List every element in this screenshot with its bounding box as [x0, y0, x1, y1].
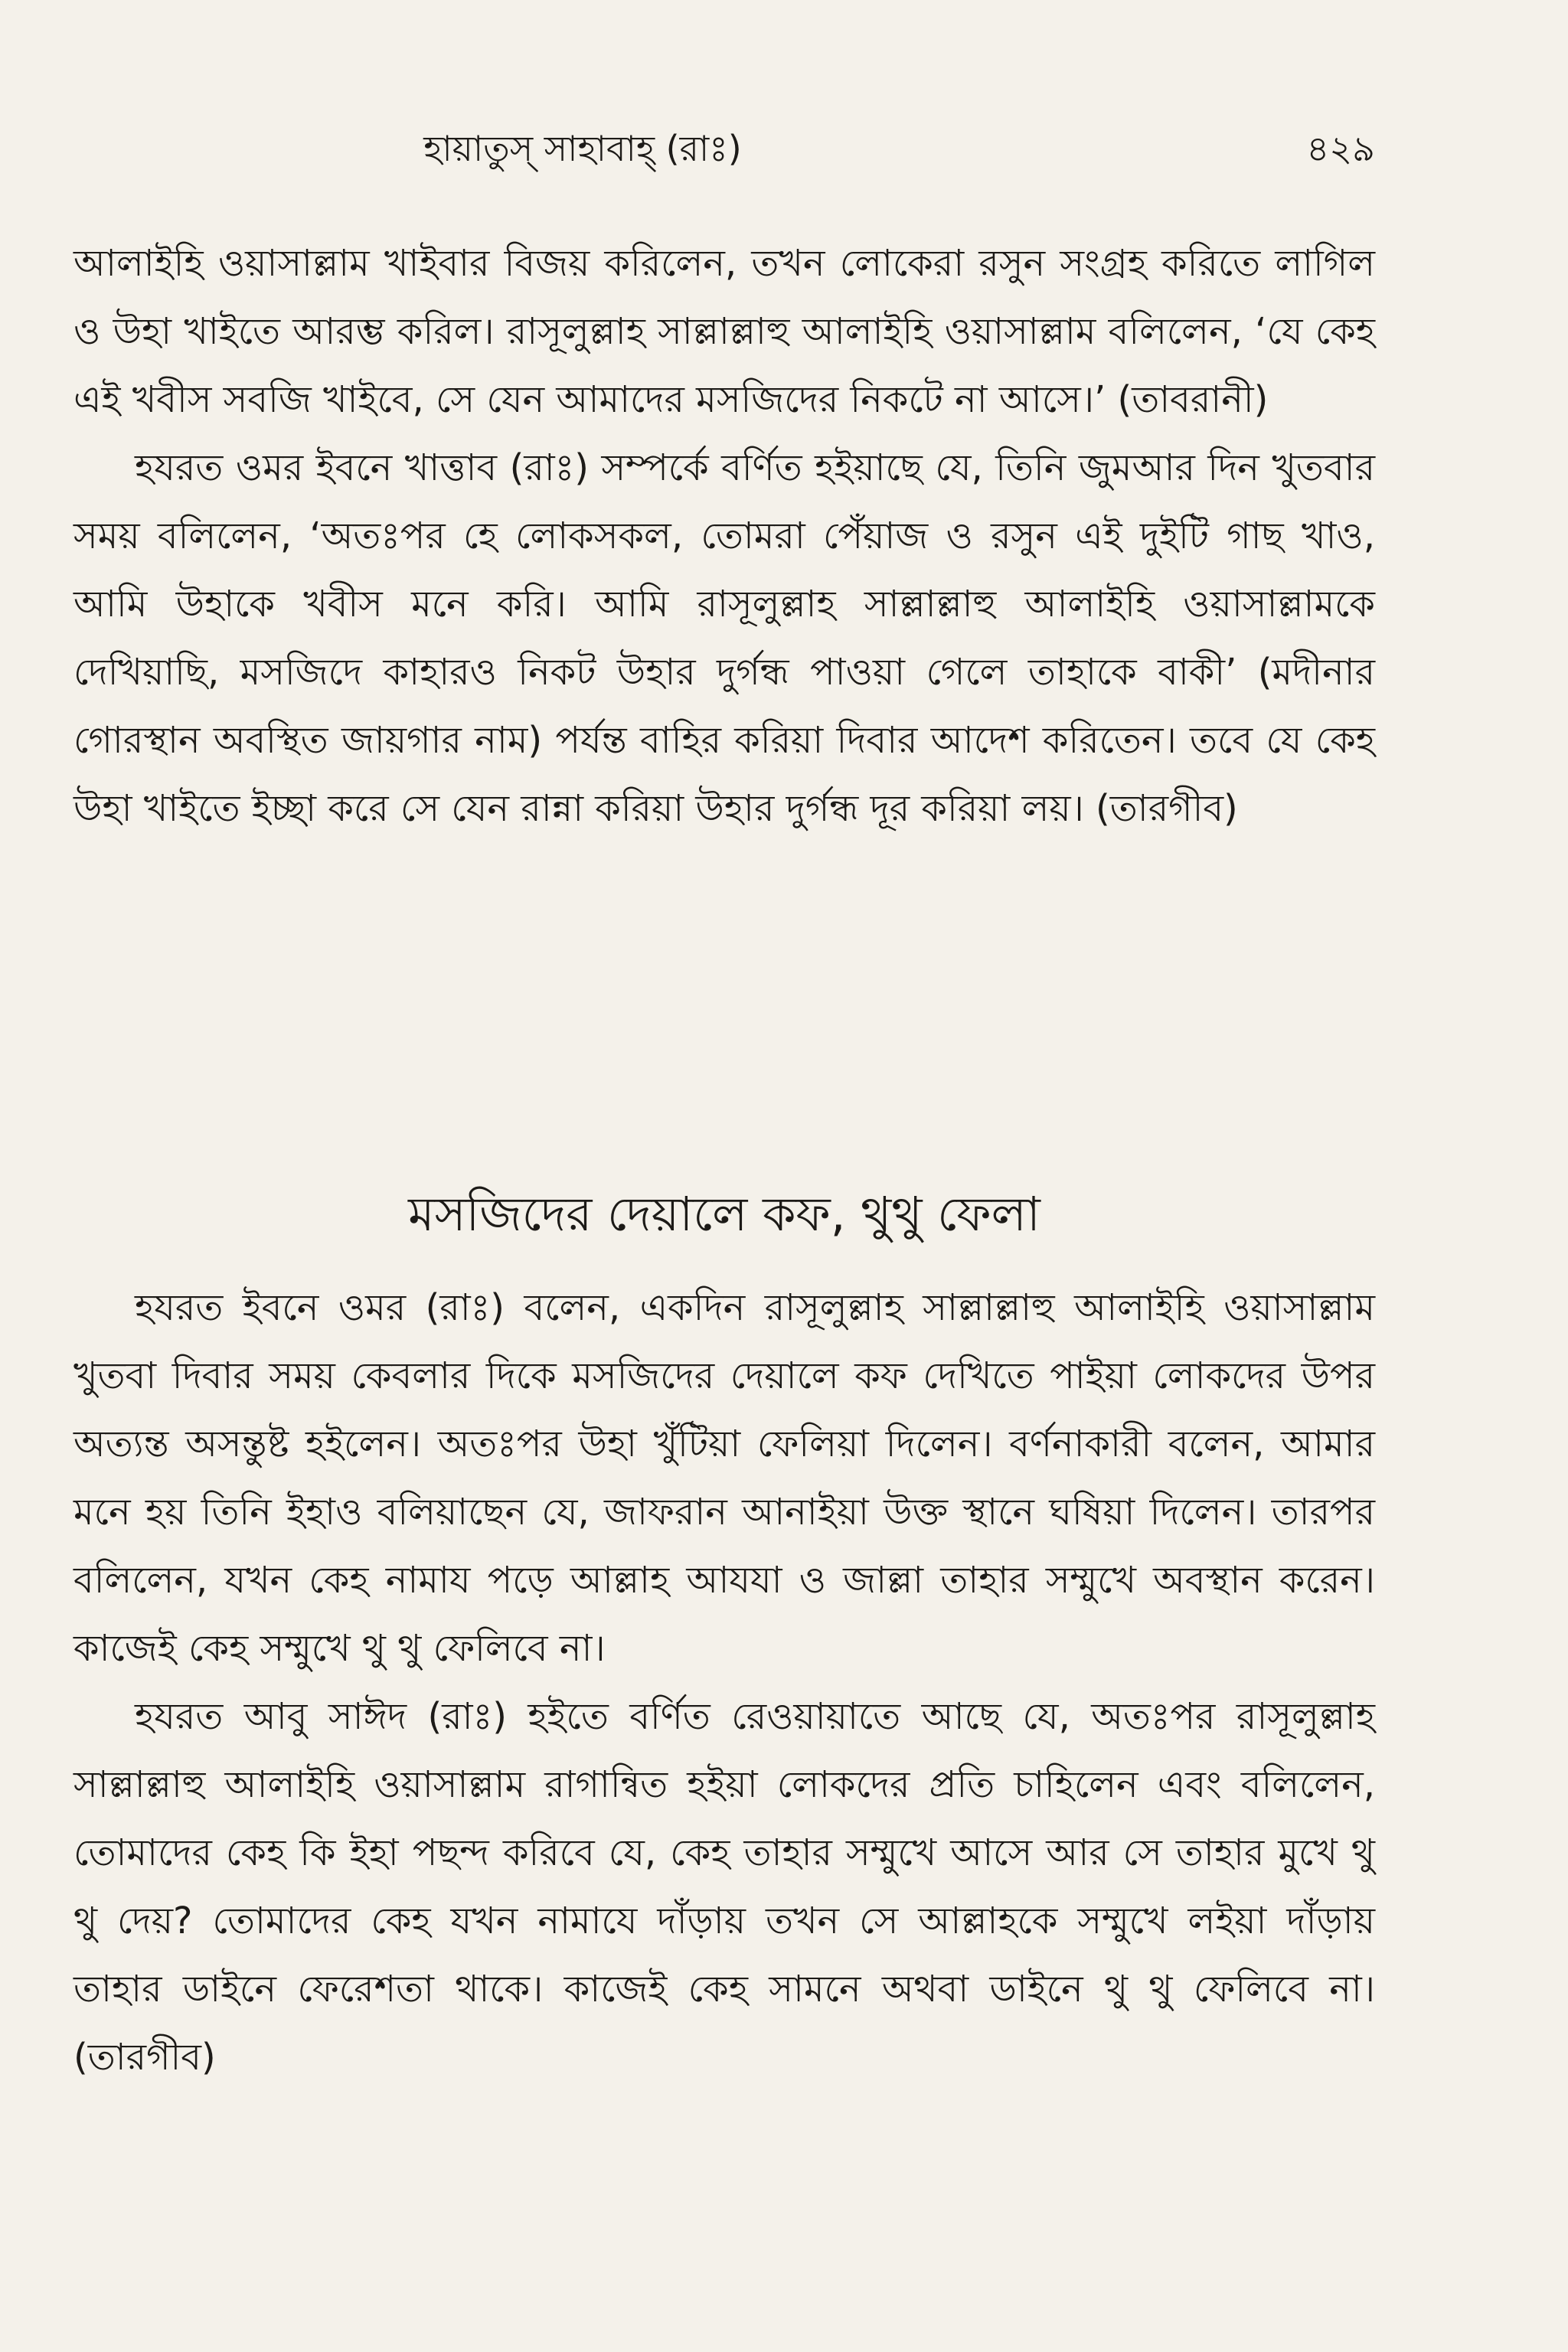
paragraph: হযরত আবু সাঈদ (রাঃ) হইতে বর্ণিত রেওয়ায়াতে আছে যে, অতঃপর রাসূলুল্লাহ সাল্লাল্লাহু আলাইহি ওয়াসাল্লাম রাগান্বিত হইয়া লোকদের প্রতি চাহিলেন এবং বলিলেন, তোমাদের কেহ কি ইহা পছন্দ করিবে যে, কেহ তাহার সম্মুখে আসে আর সে তাহার মুখে থু থু দেয়? তোমাদের কেহ যখন নামাযে দাঁড়ায় তখন সে আল্লাহকে সম্মুখে লইয়া দাঁড়ায় তাহার ডাইনে ফেরেশতা থাকে। কাজেই কেহ সামনে অথবা ডাইনে থু থু ফেলিবে না। (তারগীব)	[74, 1695, 1375, 2079]
page-number: ৪২৯	[1306, 128, 1375, 169]
paragraph: হযরত ইবনে ওমর (রাঃ) বলেন, একদিন রাসূলুল্লাহ সাল্লাল্লাহু আলাইহি ওয়াসাল্লাম খুতবা দিবার সময় কেবলার দিকে মসজিদের দেয়ালে কফ দেখিতে পাইয়া লোকদের উপর অত্যন্ত অসন্তুষ্ট হইলেন। অতঃপর উহা খুঁটিয়া ফেলিয়া দিলেন। বর্ণনাকারী বলেন, আমার মনে হয় তিনি ইহাও বলিয়াছেন যে, জাফরান আনাইয়া উক্ত স্থানে ঘষিয়া দিলেন। তারপর বলিলেন, যখন কেহ নামায পড়ে আল্লাহ আযযা ও জাল্লা তাহার সম্মুখে অবস্থান করেন। কাজেই কেহ সম্মুখে থু থু ফেলিবে না।	[74, 1286, 1375, 1670]
running-header	[74, 115, 1375, 176]
text-block-continued	[74, 230, 1375, 843]
section-heading: মসজিদের দেয়ালে কফ, থুথু ফেলা	[408, 1186, 1040, 1242]
paragraph: হযরত ওমর ইবনে খাত্তাব (রাঃ) সম্পর্কে বর্ণিত হইয়াছে যে, তিনি জুমআর দিন খুতবার সময় বলিলেন, ‘অতঃপর হে লোকসকল, তোমরা পেঁয়াজ ও রসুন এই দুইটি গাছ খাও, আমি উহাকে খবীস মনে করি। আমি রাসূলুল্লাহ সাল্লাল্লাহু আলাইহি ওয়াসাল্লামকে দেখিয়াছি, মসজিদে কাহারও নিকট উহার দুর্গন্ধ পাওয়া গেলে তাহাকে বাকী’ (মদীনার গোরস্থান অবস্থিত জায়গার নাম) পর্যন্ত বাহির করিয়া দিবার আদেশ করিতেন। তবে যে কেহ উহা খাইতে ইচ্ছা করে সে যেন রান্না করিয়া উহার দুর্গন্ধ দূর করিয়া লয়। (তারগীব)	[74, 446, 1375, 830]
running-title: হায়াতুস্ সাহাবাহ্ (রাঃ)	[423, 128, 742, 169]
paragraph-continued: আলাইহি ওয়াসাল্লাম খাইবার বিজয় করিলেন, তখন লোকেরা রসুন সংগ্রহ করিতে লাগিল ও উহা খাইতে আরম্ভ করিল। রাসূলুল্লাহ সাল্লাল্লাহু আলাইহি ওয়াসাল্লাম বলিলেন, ‘যে কেহ এই খবীস সবজি খাইবে, সে যেন আমাদের মসজিদের নিকটে না আসে।’ (তাবরানী)	[74, 242, 1375, 421]
text-block-section	[74, 1274, 1375, 2092]
